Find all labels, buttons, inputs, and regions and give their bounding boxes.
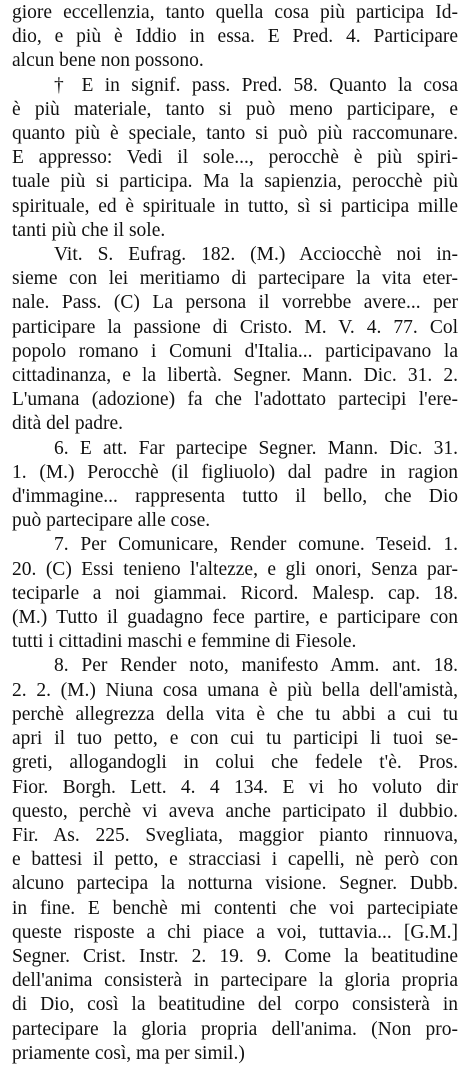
text-line: participare la passione di Cristo. M. V. 4. 77. Col (12, 316, 458, 338)
text-line: 6. E att. Far partecipe Segner. Mann. Dic. 31. (54, 437, 458, 459)
text-line: (M.) Tutto il guadagno fece partire, e participare con (12, 607, 458, 629)
text-line: 7. Per Comunicare, Render comune. Teseid. 1. (54, 534, 458, 556)
text-line: in fine. E benchè mi contenti che voi partecipiate (12, 897, 458, 919)
text-line: teciparle a noi giammai. Ricord. Malesp. cap. 18. (12, 582, 458, 604)
text-line: perchè allegrezza della vita è che tu abbi a cui tu (12, 703, 458, 725)
text-line: Fior. Borgh. Lett. 4. 4 134. E vi ho voluto dir (12, 776, 458, 798)
text-line: 8. Per Render noto, manifesto Amm. ant. 18. (54, 655, 458, 677)
text-line: tuale più si participa. Ma la sapienzia, perocchè più (12, 171, 458, 193)
text-line: giore eccellenzia, tanto quella cosa più participa Id- (12, 2, 458, 23)
text-line: alcun bene non possono. (12, 50, 204, 72)
text-line: partecipare la gloria propria dell'anima. (Non pro- (12, 1018, 458, 1040)
text-line: d'immagine... rappresenta tutto il bello, che Dio (12, 486, 458, 508)
text-line: dio, e più è Iddio in essa. E Pred. 4. Participare (12, 26, 458, 48)
text-line: cittadinanza, e la libertà. Segner. Mann. Dic. 31. 2. (12, 365, 458, 387)
text-line: Vit. S. Eufrag. 182. (M.) Acciocchè noi in- (54, 244, 458, 266)
text-line: Segner. Crist. Instr. 2. 19. 9. Come la beatitudine (12, 945, 458, 967)
text-line: nale. Pass. (C) La persona il vorrebbe avere... per (12, 292, 458, 314)
text-line: 2. 2. (M.) Niuna cosa umana è più bella dell'amistà, (12, 679, 458, 701)
text-line: dell'anima consisterà in partecipare la gloria propria (12, 970, 458, 992)
text-line: è più materiale, tanto si può meno participare, e (12, 98, 458, 120)
text-line: e battesi il petto, e stracciasi i capelli, nè però con (12, 849, 458, 871)
text-line: L'umana (adozione) fa che l'adottato partecipi l'ere- (12, 389, 458, 411)
text-line: dità del padre. (12, 413, 123, 435)
text-line: tutti i cittadini maschi e femmine di Fiesole. (12, 631, 357, 653)
text-line: greti, allogandogli in colui che fedele t'è. Pros. (12, 752, 458, 774)
text-line: † E in signif. pass. Pred. 58. Quanto la cosa (54, 74, 458, 96)
text-line: questo, perchè vi aveva anche participato il dubbio. (12, 800, 458, 822)
text-line: popolo romano i Comuni d'Italia... participavano la (12, 340, 458, 362)
text-line: spirituale, ed è spirituale in tutto, sì si participa mille (12, 195, 458, 217)
text-line: apri il tuo petto, e con cui tu participi li tuoi se- (12, 728, 458, 750)
text-line: alcuno partecipa la notturna visione. Segner. Dubb. (12, 873, 458, 895)
text-line: può partecipare alle cose. (12, 510, 211, 532)
text-line: di Dio, così la beatitudine del corpo consisterà in (12, 994, 458, 1016)
text-line: Fir. As. 225. Svegliata, maggior pianto rinnuova, (12, 824, 458, 846)
text-line: priamente così, ma per simil.) (12, 1042, 245, 1064)
text-line: 1. (M.) Perocchè (il figliuolo) dal padre in ragion (12, 461, 458, 483)
text-body (12, 1, 458, 1066)
text-line: tanti più che il sole. (12, 219, 166, 241)
text-line: quanto più è speciale, tanto si può più raccomunare. (12, 123, 458, 145)
text-line: E appresso: Vedi il sole..., perocchè è più spiri- (12, 147, 458, 169)
text-line: 20. (C) Essi tenieno l'altezze, e gli onori, Senza par- (12, 558, 458, 580)
text-line: sieme con lei meritiamo di partecipare la vita eter- (12, 268, 458, 290)
text-line: queste risposte a chi piace a voi, tuttavia... [G.M.] (12, 921, 458, 943)
